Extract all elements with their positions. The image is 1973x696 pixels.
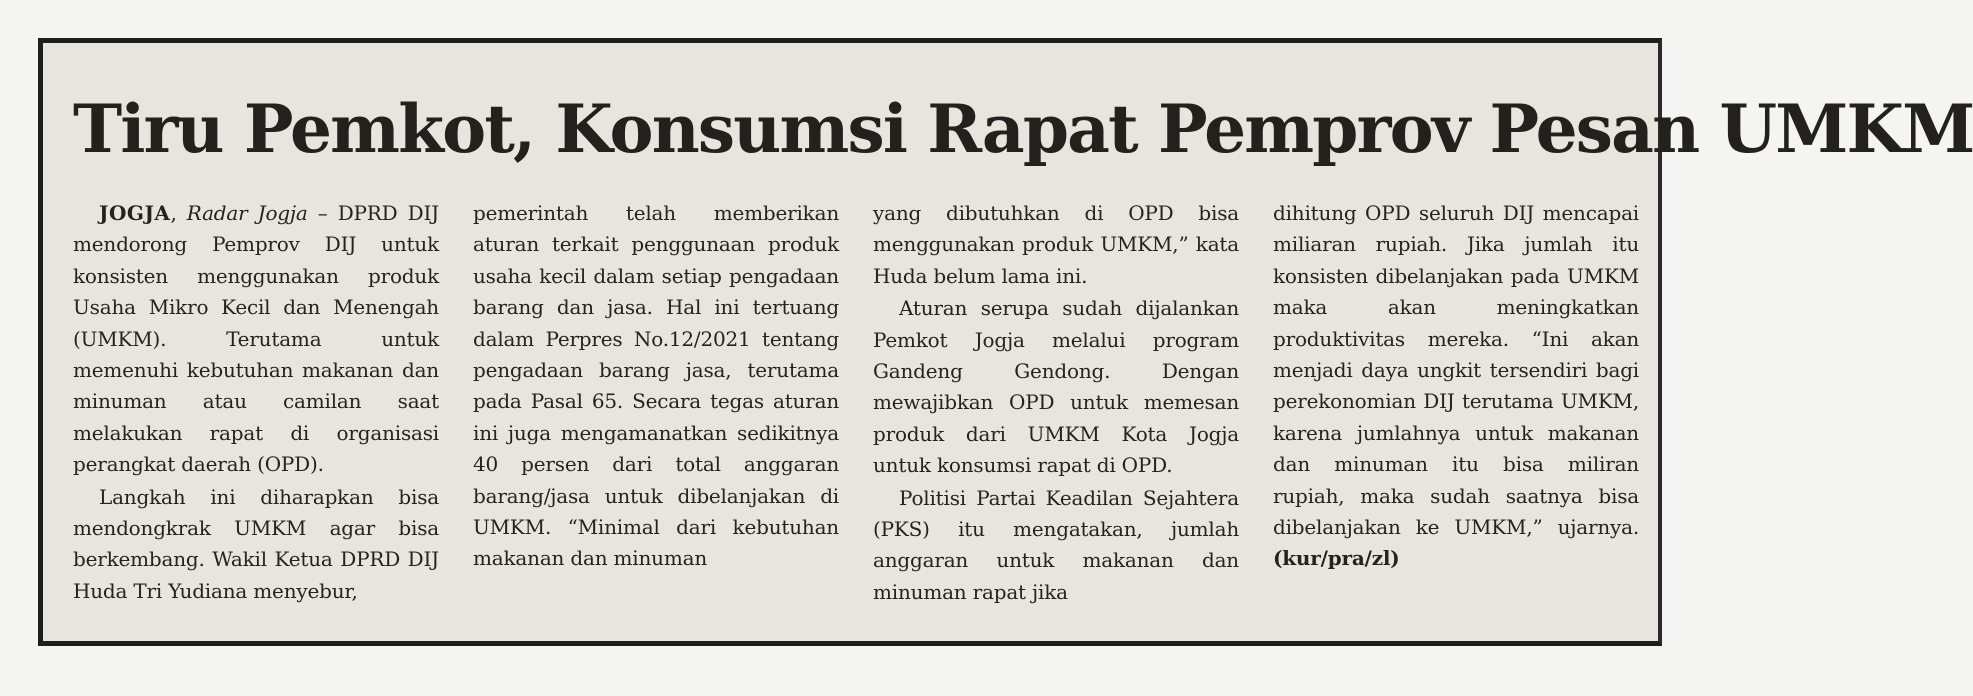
headline: Tiru Pemkot, Konsumsi Rapat Pemprov Pesan UMKM — [73, 90, 1973, 168]
source-name: Radar Jogja — [186, 201, 308, 225]
lead-text: – DPRD DIJ mendorong Pemprov DIJ untuk konsisten menggunakan produk Usaha Mikro Kecil dan Menengah (UMKM). Terutama untuk memenuhi kebutuhan makanan dan minuman atau camilan saat melakukan rapat di organisasi perangkat daerah (OPD). — [73, 201, 439, 477]
column-3 — [873, 198, 1239, 608]
article-body — [73, 198, 1639, 638]
paragraph-2: Langkah ini diharapkan bisa mendongkrak UMKM agar bisa berkembang. Wakil Ketua DPRD DIJ Huda Tri Yudiana menyebur, — [73, 484, 439, 603]
column-4-paragraph — [1273, 198, 1639, 575]
column-1 — [73, 198, 439, 607]
author-signature: (kur/pra/zl) — [1273, 546, 1400, 571]
column-4-text: dihitung OPD seluruh DIJ mencapai miliaran rupiah. Jika jumlah itu konsisten dibelanjakan pada UMKM maka akan meningkatkan produktivitas mereka. “Ini akan menjadi daya ungkit tersendiri bagi perekonomian DIJ terutama UMKM, karena jumlahnya untuk makanan dan minuman itu bisa miliran rupiah, maka sudah saatnya bisa dibelanjakan ke UMKM,” ujarnya. — [1273, 201, 1639, 540]
column-3-text-a: yang dibutuhkan di OPD bisa menggunakan produk UMKM,” kata Huda belum lama ini. — [873, 201, 1239, 288]
column-2-text: pemerintah telah memberikan aturan terkait penggunaan produk usaha kecil dalam setiap pengadaan barang dan jasa. Hal ini tertuang dalam Perpres No.12/2021 tentang pengadaan barang jasa, terutama pada Pasal 65. Secara tegas aturan ini juga mengamanatkan sedikitnya 40 persen dari total anggaran barang/jasa untuk dibelanjakan di UMKM. “Minimal dari kebutuhan makanan dan minuman — [473, 201, 839, 571]
newspaper-clipping — [38, 38, 1973, 646]
column-3-text-c: Politisi Partai Keadilan Sejahtera (PKS) itu mengatakan, jumlah anggaran untuk makanan dan minuman rapat jika — [873, 485, 1239, 604]
lead-paragraph: JOGJA, Radar Jogja – DPRD DIJ mendorong Pemprov DIJ untuk konsisten menggunakan produk Usaha Mikro Kecil dan Menengah (UMKM). Terutama untuk memenuhi kebutuhan makanan dan minuman atau camilan saat melakukan rapat di organisasi perangkat daerah (OPD). — [73, 201, 439, 477]
column-4 — [1273, 198, 1639, 575]
dateline: JOGJA — [99, 201, 171, 225]
column-2 — [473, 198, 839, 575]
column-3-text-b: Aturan serupa sudah dijalankan Pemkot Jogja melalui program Gandeng Gendong. Dengan mewajibkan OPD untuk memesan produk dari UMKM Kota Jogja untuk konsumsi rapat di OPD. — [873, 296, 1239, 478]
